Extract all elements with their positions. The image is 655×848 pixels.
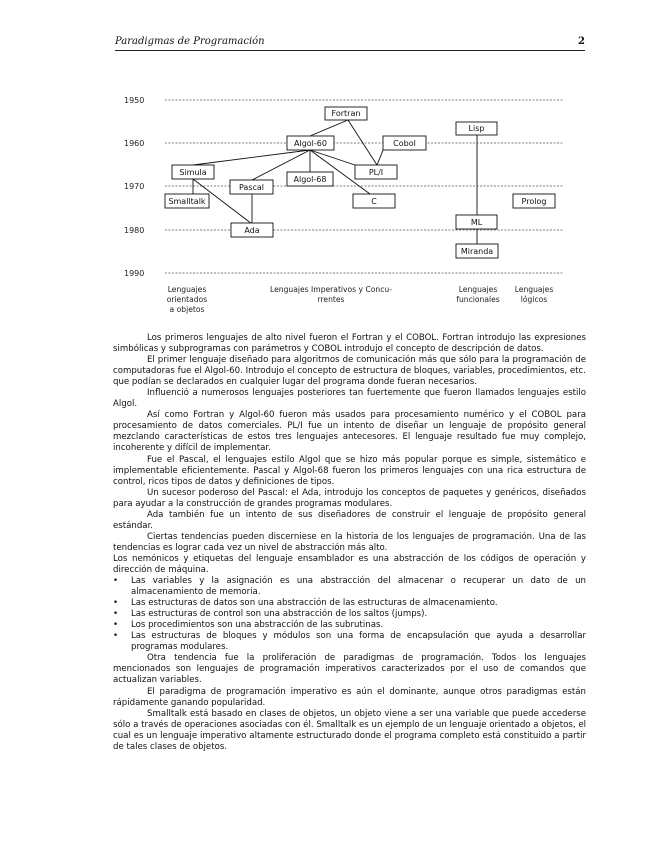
paragraph: Ciertas tendencias pueden discerniese en la historia de los lenguajes de programación. Una de las tendencias es lograr cada vez un nivel de abstracción más alto. xyxy=(113,531,586,553)
edge-fortran-pli xyxy=(348,120,377,165)
year-label: 1960 xyxy=(124,139,145,148)
bullet-item: • Los procedimientos son una abstracción de las subrutinas. xyxy=(113,620,586,631)
category-caption: Lenguajes xyxy=(167,285,207,294)
edge-algol60-simula xyxy=(193,150,310,165)
year-label: 1990 xyxy=(124,269,145,278)
paragraph: Influenció a numerosos lenguajes posteriores tan fuertemente que fueron llamados lenguajes estilo Algol. xyxy=(113,388,586,410)
paragraph: Fue el Pascal, el lenguajes estilo Algol que se hizo más popular porque es simple, sistemático e implementable eficientemente. Pascal y Algol-68 fueron los primeros lenguajes con una rica estructura de control, ricos tipos de datos y definiciones de tipos. xyxy=(113,454,586,487)
category-caption: a objetos xyxy=(169,305,205,314)
category-caption: Lenguajes xyxy=(458,285,498,294)
language-label: Algol-60 xyxy=(294,139,327,148)
year-label: 1970 xyxy=(124,182,145,191)
bullet-item: • Las estructuras de bloques y módulos son una forma de encapsulación que ayuda a desarrollar programas modulares. xyxy=(113,631,586,653)
language-label: Fortran xyxy=(331,109,361,118)
category-caption: funcionales xyxy=(456,295,500,304)
bullet-list xyxy=(113,576,586,653)
body-text xyxy=(113,333,586,753)
language-label: ML xyxy=(470,218,483,227)
language-label: Miranda xyxy=(460,247,494,256)
paragraph: Los nemónicos y etiquetas del lenguaje ensamblador es una abstracción de los códigos de operación y dirección de máquina. xyxy=(113,553,586,575)
category-caption: lógicos xyxy=(520,295,548,304)
paragraph: Smalltalk está basado en clases de objetos, un objeto viene a ser una variable que puede accederse sólo a través de operaciones asociadas con él. Smalltalk es un ejemplo de un lenguaje orientado a objetos, el cual es un lenguaje imperativo altamente estructurado donde el programa completo está constituido a partir de tales clases de objetos. xyxy=(113,708,586,752)
language-label: Simula xyxy=(179,168,207,177)
page-number: 2 xyxy=(578,36,585,47)
year-label: 1950 xyxy=(124,96,145,105)
paragraph: El primer lenguaje diseñado para algoritmos de comunicación más que sólo para la programación de computadoras fue el Algol-60. Introdujo el concepto de estructura de bloques, variables, procedimientos, etc. que podían se declarados en cualquier lugar del programa donde fueran necesarios. xyxy=(113,355,586,388)
paragraph: Otra tendencia fue la proliferación de paradigmas de programación. Todos los lenguajes mencionados son lenguajes de programación imperativos caracterizados por el uso de comandos que actualizan variables. xyxy=(113,653,586,686)
bullet-item: • Las estructuras de control son una abstracción de los saltos (jumps). xyxy=(113,609,586,620)
paragraph: Los primeros lenguajes de alto nivel fueron el Fortran y el COBOL. Fortran introdujo las expresiones simbólicas y subprogramas con parámetros y COBOL introdujo el concepto de descripción de datos. xyxy=(113,333,586,355)
bullet-item: • Las estructuras de datos son una abstracción de las estructuras de almacenamiento. xyxy=(113,598,586,609)
year-label: 1980 xyxy=(124,226,145,235)
language-label: Smalltalk xyxy=(168,197,206,206)
paragraph: El paradigma de programación imperativo es aún el dominante, aunque otros paradigmas están rápidamente ganando popularidad. xyxy=(113,686,586,708)
category-caption: Lenguajes xyxy=(514,285,554,294)
language-label: Lisp xyxy=(468,124,485,133)
language-label: C xyxy=(371,197,377,206)
category-caption: orientados xyxy=(166,295,208,304)
paragraph: Así como Fortran y Algol-60 fueron más usados para procesamiento numérico y el COBOL para procesamiento de datos comerciales. PL/I fue un intento de diseñar un lenguaje de propósito general mezclando características de estos tres lenguajes antecesores. El lenguaje resultado fue muy complejo, incoherente y difícil de implementar. xyxy=(113,410,586,454)
edge-algol60-pli xyxy=(310,150,355,165)
language-label: Algol-68 xyxy=(293,175,327,184)
language-history-diagram xyxy=(0,0,655,330)
language-label: Prolog xyxy=(521,197,547,206)
paragraph: Ada también fue un intento de sus diseñadores de construir el lenguaje de propósito general estándar. xyxy=(113,509,586,531)
language-label: Cobol xyxy=(393,139,416,148)
category-caption: rrentes xyxy=(317,295,345,304)
language-label: Pascal xyxy=(238,183,265,192)
paragraph: Un sucesor poderoso del Pascal: el Ada, introdujo los conceptos de paquetes y genéricos, diseñados para ayudar a la construcción de grandes programas modulares. xyxy=(113,487,586,509)
language-label: Ada xyxy=(244,226,260,235)
bullet-item: • Las variables y la asignación es una abstracción del almacenar o recuperar un dato de un almacenamiento de memoria. xyxy=(113,576,586,598)
header-title: Paradigmas de Programación xyxy=(115,36,265,47)
edge-fortran-algol60 xyxy=(310,120,348,136)
category-caption: Lenguajes Imperativos y Concu- xyxy=(270,285,392,294)
language-label: PL/I xyxy=(368,168,384,177)
